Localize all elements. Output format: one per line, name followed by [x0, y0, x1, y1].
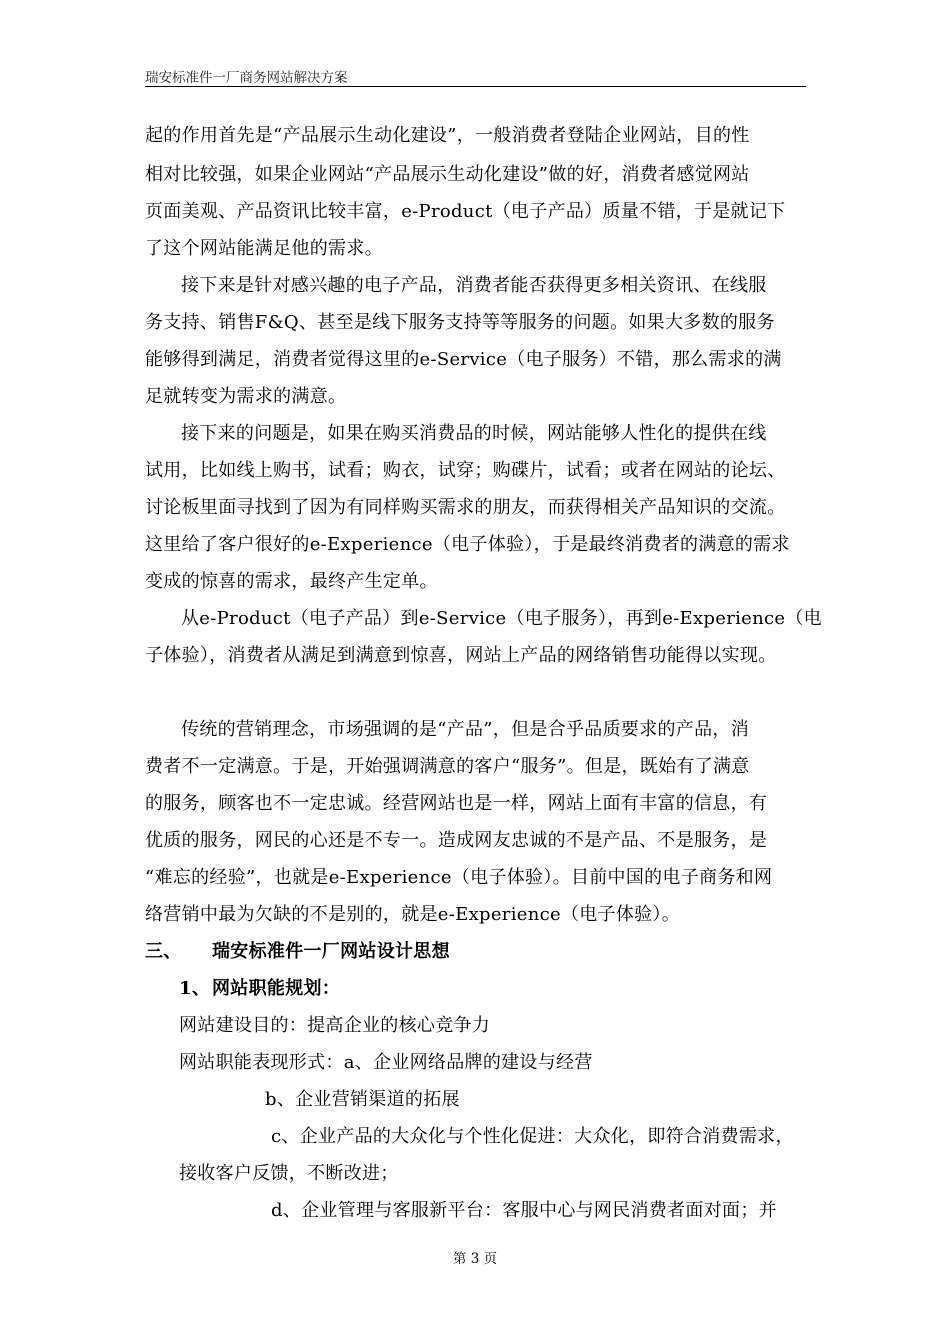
item-c-continued: 接收客户反馈，不断改进； — [179, 1163, 399, 1184]
paragraph-line: 子体验），消费者从满足到满意到惊喜，网站上产品的网络销售功能得以实现。 — [145, 645, 777, 666]
paragraph-line: “难忘的经验”，也就是e-Experience（电子体验）。目前中国的电子商务和网 — [145, 867, 773, 888]
paragraph-line: 了这个网站能满足他的需求。 — [145, 238, 383, 259]
section-number: 三、 — [145, 941, 182, 962]
paragraph-line: 传统的营销理念，市场强调的是“产品”，但是合乎品质要求的产品，消 — [181, 719, 750, 740]
item-d: d、企业管理与客服新平台：客服中心与网民消费者面对面；并 — [271, 1200, 777, 1221]
paragraph-line: 讨论板里面寻找到了因为有同样购买需求的朋友，而获得相关产品知识的交流。 — [145, 497, 786, 518]
paragraph-line: 变成的惊喜的需求，最终产生定单。 — [145, 571, 438, 592]
paragraph-line: 接下来是针对感兴趣的电子产品，消费者能否获得更多相关资讯、在线服 — [181, 275, 767, 296]
paragraph-line: 试用，比如线上购书，试看；购衣，试穿；购碟片，试看；或者在网站的论坛、 — [145, 460, 786, 481]
paragraph-line: 优质的服务，网民的心还是不专一。造成网友忠诚的不是产品、不是服务，是 — [145, 830, 768, 851]
section-title: 瑞安标准件一厂网站设计思想 — [212, 941, 450, 962]
item-b: b、企业营销渠道的拓展 — [265, 1089, 460, 1110]
goal-line: 网站建设目的：提高企业的核心竞争力 — [179, 1015, 491, 1036]
paragraph-line: 这里给了客户很好的e-Experience（电子体验），于是最终消费者的满意的需求 — [145, 534, 790, 555]
subsection-number: 1、 — [179, 978, 211, 999]
paragraph-line: 的服务，顾客也不一定忠诚。经营网站也是一样，网站上面有丰富的信息，有 — [145, 793, 768, 814]
paragraph-line: 费者不一定满意。于是，开始强调满意的客户“服务”。但是，既始有了满意 — [145, 756, 750, 777]
paragraph-line: 起的作用首先是“产品展示生动化建设”，一般消费者登陆企业网站，目的性 — [145, 125, 750, 146]
paragraph-line: 足就转变为需求的满意。 — [145, 386, 347, 407]
page-number: 第 3 页 — [452, 1251, 498, 1267]
paragraph-line: 从e-Product（电子产品）到e-Service（电子服务），再到e-Experience（电 — [181, 608, 822, 629]
item-c: c、企业产品的大众化与个性化促进：大众化，即符合消费需求， — [271, 1126, 794, 1147]
paragraph-line: 相对比较强，如果企业网站“产品展示生动化建设”做的好，消费者感觉网站 — [145, 164, 750, 185]
paragraph-line: 接下来的问题是，如果在购买消费品的时候，网站能够人性化的提供在线 — [181, 423, 767, 444]
subsection-title: 网站职能规划： — [212, 978, 341, 999]
running-header: 瑞安标准件一厂商务网站解决方案 — [145, 70, 348, 86]
paragraph-line: 页面美观、产品资讯比较丰富，e-Product（电子产品）质量不错，于是就记下 — [145, 201, 786, 222]
forms-line: 网站职能表现形式：a、企业网络品牌的建设与经营 — [179, 1052, 593, 1073]
paragraph-line: 务支持、销售F&Q、甚至是线下服务支持等等服务的问题。如果大多数的服务 — [145, 312, 775, 333]
paragraph-line: 络营销中最为欠缺的不是别的，就是e-Experience（电子体验）。 — [145, 904, 681, 925]
header-rule — [145, 86, 806, 87]
paragraph-line: 能够得到满足，消费者觉得这里的e-Service（电子服务）不错，那么需求的满 — [145, 349, 782, 370]
